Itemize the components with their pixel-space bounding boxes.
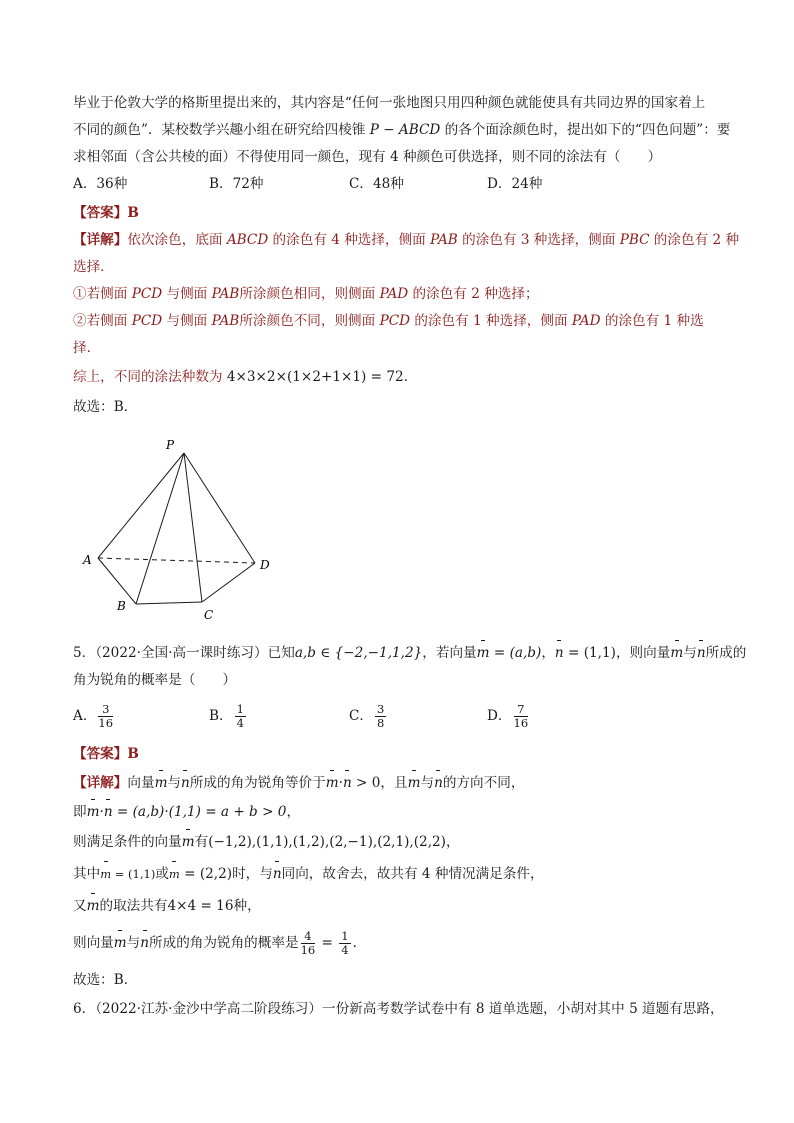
label-a: A	[83, 553, 92, 567]
q5-answer: 【答案】B	[73, 746, 139, 762]
q5-detail-line4: 其中m = (1,1)或m = (2,2)时，与n同向，故舍去，故共有 4 种情况满足条件，	[73, 866, 544, 882]
q5-option-a: A． $\frac{3}{16}$	[73, 702, 114, 730]
q5-stem-line1: 5．（2022·全国·高一课时练习）已知a,b ∈ {−2,−1,1,2}，若向量m = (a,b)，n = (1,1)，则向量m与n所成的	[73, 645, 747, 661]
edge-bc	[136, 602, 202, 604]
q4-detail-line4: ②若侧面 PCD 与侧面 PAB所涂颜色不同，则侧面 PCD 的涂色有 1 种选择，侧面 PAD 的涂色有 1 种选	[73, 313, 704, 329]
label-d: D	[260, 558, 270, 572]
q4-detail-line5: 择．	[73, 340, 101, 356]
q4-detail-line2: 选择．	[73, 259, 114, 275]
q4-detail-line3: ①若侧面 PCD 与侧面 PAB所涂颜色相同，则侧面 PAD 的涂色有 2 种选择；	[73, 286, 539, 302]
q4-stem-line2: 不同的颜色”．某校数学兴趣小组在研究给四棱锥 P − ABCD 的各个面涂颜色时，提出如下的“四色问题”：要	[73, 122, 731, 138]
q5-detail-line5: 又m的取法共有4×4 = 16种，	[73, 898, 261, 914]
q5-option-b: B． $\frac{1}{4}$	[209, 702, 244, 730]
q4-detail-line1: 【详解】依次涂色，底面 ABCD 的涂色有 4 种选择，侧面 PAB 的涂色有 3 种选择，侧面 PBC 的涂色有 2 种	[73, 232, 740, 248]
q5-detail-line3: 则满足条件的向量m有(−1,2),(1,1),(1,2),(2,−1),(2,1),(2,2)，	[73, 834, 460, 850]
q4-stem-line3: 求相邻面（含公共棱的面）不得使用同一颜色，现有 4 种颜色可供选择，则不同的涂法有（ ）	[73, 149, 662, 165]
label-c: C	[204, 608, 214, 622]
edge-pa	[98, 453, 184, 558]
q4-option-d: D．24种	[487, 176, 543, 192]
q5-detail-line6: 则向量m与n所成的角为锐角的概率是 $\frac{4}{16}$ = $\frac{1}{4}$ ．	[73, 929, 367, 957]
q4-answer: 【答案】B	[73, 205, 139, 221]
q5-detail-line1: 【详解】向量m与n所成的角为锐角等价于m·n > 0，且m与n的方向不同，	[73, 775, 525, 791]
edge-pc	[184, 453, 202, 602]
q4-detail-line7: 故选：B．	[73, 399, 138, 415]
edge-pd	[184, 453, 255, 563]
q5-detail-line2: 即m·n = (a,b)·(1,1) = a + b > 0，	[73, 804, 301, 820]
q4-stem-line1: 毕业于伦敦大学的格斯里提出来的，其内容是“任何一张地图只用四种颜色就能使具有共同边界的国家着上	[73, 95, 706, 111]
pyramid-figure	[78, 435, 288, 625]
q5-detail-line7: 故选：B．	[73, 972, 138, 988]
q6-stem-line1: 6．（2022·江苏·金沙中学高二阶段练习）一份新高考数学试卷中有 8 道单选题，小胡对其中 5 道题有思路，	[73, 1001, 724, 1017]
edge-ad-hidden	[98, 558, 255, 563]
label-b: B	[117, 599, 126, 613]
q4-option-a: A．36种	[73, 176, 128, 192]
q5-option-c: C． $\frac{3}{8}$	[349, 702, 385, 730]
q4-option-c: C．48种	[349, 176, 404, 192]
q5-option-d: D． $\frac{7}{16}$	[487, 702, 529, 730]
q4-detail-line6: 综上，不同的涂法种数为 4×3×2×(1×2+1×1) = 72．	[73, 369, 418, 385]
q4-option-b: B．72种	[209, 176, 264, 192]
edge-cd	[202, 563, 255, 602]
q5-stem-line2: 角为锐角的概率是（ ）	[73, 672, 237, 688]
edge-pb	[136, 453, 184, 604]
label-p: P	[166, 438, 175, 452]
edge-ab	[98, 558, 136, 604]
